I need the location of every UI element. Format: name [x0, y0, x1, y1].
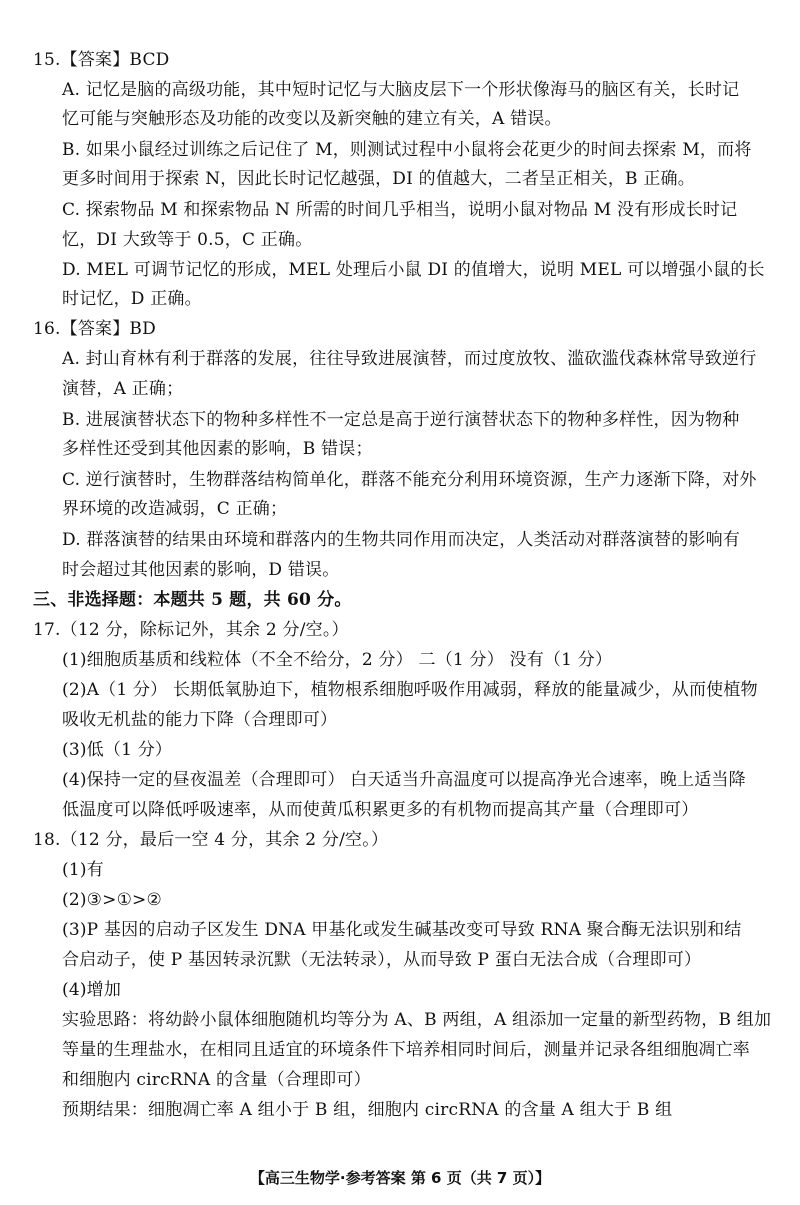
q17-line: (3)低（1 分） [62, 740, 173, 760]
q16-line: 演替，A 正确； [62, 379, 184, 399]
q18-line: 等量的生理盐水，在相同且适宜的环境条件下培养相同时间后，测量并记录各组细胞凋亡率 [62, 1040, 750, 1060]
q18-line: (4)增加 [62, 980, 122, 1000]
q16-line: C. 逆行演替时，生物群落结构简单化，群落不能充分利用环境资源，生产力逐渐下降，对外 [62, 470, 757, 490]
q15-line: D. MEL 可调节记忆的形成，MEL 处理后小鼠 DI 的值增大，说明 MEL 可以增强小鼠的长 [62, 260, 765, 280]
q15-line: 忆，DI 大致等于 0.5，C 正确。 [62, 230, 313, 250]
q17-line: (4)保持一定的昼夜温差（合理即可） 白天适当升高温度可以提高净光合速率，晚上适当降 [62, 770, 746, 790]
q16-line: A. 封山育林有利于群落的发展，往往导致进展演替，而过度放牧、滥砍滥伐森林常导致逆行 [62, 349, 757, 369]
q18-header: 18.（12 分，最后一空 4 分，其余 2 分/空。） [33, 830, 389, 850]
q18-line: (1)有 [62, 860, 104, 880]
q15-line: A. 记忆是脑的高级功能，其中短时记忆与大脑皮层下一个形状像海马的脑区有关，长时记 [62, 80, 740, 100]
section-title: 三、非选择题：本题共 5 题，共 60 分。 [33, 590, 352, 610]
q15-header: 15.【答案】BCD [33, 50, 170, 70]
q16-line: D. 群落演替的结果由环境和群落内的生物共同作用而决定，人类活动对群落演替的影响有 [62, 530, 741, 550]
q18-line: (2)③>①>② [62, 890, 162, 910]
q18-line: 和细胞内 circRNA 的含量（合理即可） [62, 1070, 371, 1090]
q15-line: B. 如果小鼠经过训练之后记住了 M，则测试过程中小鼠将会花更少的时间去探索 M，而将 [62, 140, 752, 160]
q16-line: 时会超过其他因素的影响，D 错误。 [62, 560, 340, 580]
q18-line: (3)P 基因的启动子区发生 DNA 甲基化或发生碱基改变可导致 RNA 聚合酶无法识别和结 [62, 920, 742, 940]
q17-line: 吸收无机盐的能力下降（合理即可） [62, 710, 338, 730]
q15-line: 忆可能与突触形态及功能的改变以及新突触的建立有关，A 错误。 [62, 109, 562, 129]
q16-line: 多样性还受到其他因素的影响，B 错误； [62, 439, 373, 459]
q18-line: 预期结果：细胞凋亡率 A 组小于 B 组，细胞内 circRNA 的含量 A 组大于 B 组 [62, 1100, 673, 1120]
q16-header: 16.【答案】BD [33, 319, 156, 339]
q16-line: B. 进展演替状态下的物种多样性不一定总是高于逆行演替状态下的物种多样性，因为物种 [62, 410, 740, 430]
q15-line: 更多时间用于探索 N，因此长时记忆越强，DI 的值越大，二者呈正相关，B 正确。 [62, 169, 695, 189]
q16-line: 界环境的改造减弱，C 正确； [62, 499, 288, 519]
q15-line: C. 探索物品 M 和探索物品 N 所需的时间几乎相当，说明小鼠对物品 M 没有形成长时记 [62, 200, 738, 220]
q18-line: 实验思路：将幼龄小鼠体细胞随机均等分为 A、B 两组，A 组添加一定量的新型药物，B 组加 [62, 1010, 772, 1030]
q17-line: (2)A（1 分） 长期低氧胁迫下，植物根系细胞呼吸作用减弱，释放的能量减少，从而使植物 [62, 680, 758, 700]
q15-line: 时记忆，D 正确。 [62, 289, 202, 309]
q18-line: 合启动子，使 P 基因转录沉默（无法转录），从而导致 P 蛋白无法合成（合理即可） [62, 950, 702, 970]
q17-line: 低温度可以降低呼吸速率，从而使黄瓜积累更多的有机物而提高其产量（合理即可） [62, 800, 699, 820]
page-footer: 【高三生物学·参考答案 第 6 页（共 7 页）】 [249, 1169, 551, 1187]
q17-header: 17.（12 分，除标记外，其余 2 分/空。） [33, 620, 349, 640]
q17-line: (1)细胞质基质和线粒体（不全不给分，2 分） 二（1 分） 没有（1 分） [62, 650, 613, 670]
